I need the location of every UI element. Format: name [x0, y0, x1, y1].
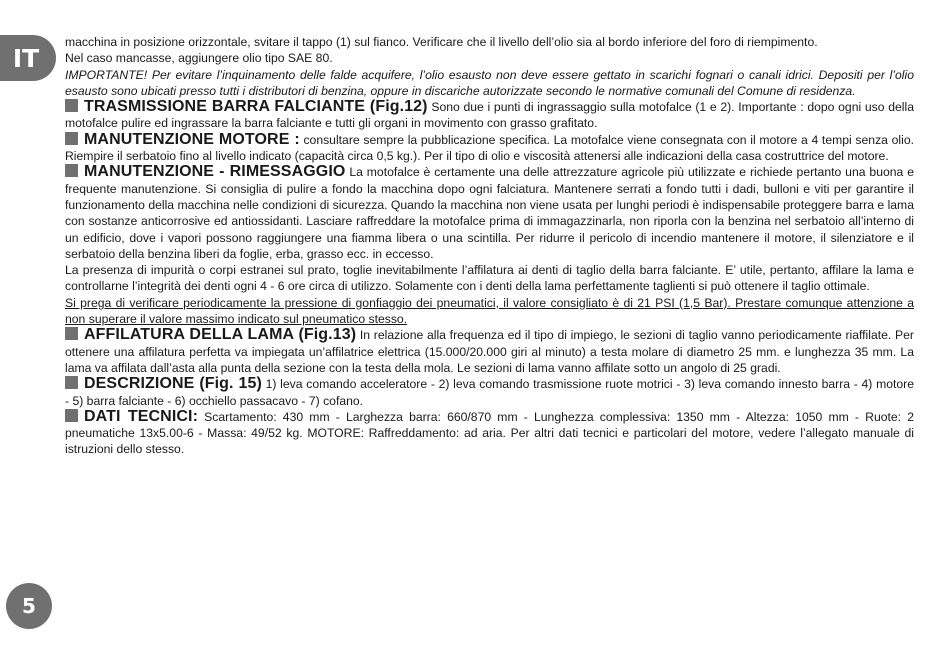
section-text: consultare sempre la pubblicazione specifica. La motofalce viene consegnata con il motore a 4 tempi senza olio. Riempire il serbatoio fino al livello indicato (capacità circa 0,5 kg.). Per il tipo di olio e viscosità attenersi alle indicazioni della casa costruttrice del motore.: [65, 132, 914, 164]
language-tab: IT: [0, 35, 56, 81]
square-bullet-icon: [65, 409, 78, 422]
section-text: Sono due i punti di ingrassaggio sulla motofalce (1 e 2). Importante : dopo ogni uso della motofalce pulire ed ingrassare la barra falciante e tutti gli organi in movimento con grasso grafitato.: [65, 100, 914, 131]
square-bullet-icon: [65, 376, 78, 389]
section-heading: MANUTENZIONE MOTORE :: [84, 130, 300, 148]
section-heading: DESCRIZIONE (Fig. 15): [84, 375, 262, 393]
page-number: 5: [6, 583, 52, 629]
section-rimessaggio: [65, 164, 914, 262]
section-descrizione: [65, 376, 914, 409]
section-text: 1) leva comando acceleratore - 2) leva comando trasmissione ruote motrici - 3) leva comando innesto barra - 4) motore - 5) barra falciante - 6) occhiello passacavo - 7) cofano.: [65, 377, 914, 408]
rimessaggio-paragraph: La presenza di impurità o corpi estranei sul prato, toglie inevitabilmente l’affilatura ai denti di taglio della barra falciante. E’ utile, pertanto, affilare la lama e controllarne l’integrità dei denti ogni 4 - 6 ore circa di utilizzo. Solamente con i denti della lama perfettamente taglienti si può ottenere il taglio ottimale.: [65, 263, 914, 294]
section-affilatura: [65, 327, 914, 376]
section-heading: TRASMISSIONE BARRA FALCIANTE (Fig.12): [84, 98, 428, 116]
section-text: Scartamento: 430 mm - Larghezza barra: 660/870 mm - Lunghezza complessiva: 1350 mm - Altezza: 1050 mm - Ruote: 2 pneumatiche 13x5.00-6 - Massa: 49/52 kg. MOTORE: Raffreddamento: ad aria. Per altri dati tecnici e particolari del motore, vedere l’allegato manuale di istruzioni dello stesso.: [65, 409, 914, 457]
section-dati-tecnici: [65, 409, 914, 458]
section-heading: MANUTENZIONE - RIMESSAGGIO: [84, 163, 346, 181]
intro-paragraph: macchina in posizione orizzontale, svitare il tappo (1) sul fianco. Verificare che il livello dell’olio sia al bordo inferiore del foro di riempimento.: [65, 35, 818, 49]
section-heading: AFFILATURA DELLA LAMA (Fig.13): [84, 326, 357, 344]
intro-paragraph: Nel caso mancasse, aggiungere olio tipo SAE 80.: [65, 51, 333, 66]
square-bullet-icon: [65, 327, 78, 340]
section-trasmissione: [65, 99, 914, 132]
square-bullet-icon: [65, 99, 78, 112]
tyre-pressure-note: Si prega di verificare periodicamente la pressione di gonfiaggio dei pneumatici, il valore consigliato è di 21 PSI (1,5 Bar). Prestare comunque attenzione a non superare il valore massimo indicato sul pneumatico stesso.: [65, 295, 914, 327]
section-heading: DATI TECNICI:: [84, 407, 198, 425]
document-body: [65, 34, 914, 458]
important-note: IMPORTANTE! Per evitare l’inquinamento delle falde acquifere, l’olio esausto non deve essere gettato in scarichi fognari o canali idrici. Depositi per l’olio esausto sono ubicati presso tutti i distributori di benzina, oppure in discariche autorizzate secondo le normative comunali del Comune di residenza.: [65, 67, 914, 98]
square-bullet-icon: [65, 164, 78, 177]
section-text: La motofalce è certamente una delle attrezzature agricole più utilizzate e richiede pertanto una buona e frequente manutenzione. Si consiglia di pulire a fondo la macchina dopo ogni falciatura. Mantenere serrati a fondo tutti i dadi, bulloni e viti per garantire il funzionamento della macchina nelle condizioni di sicurezza. Quando la macchina non viene usata per lunghi periodi è indispensabile proteggere barra e lama con sostanze anticorrosive ed antiossidanti. Lasciare raffreddare la motofalce prima di immagazzinarla, non riporla con la benzina nel serbatoio all’interno di un edificio, dove i vapori possono raggiungere una fiamma libera o una scintilla. Per ridurre il pericolo di incendio mantenere il motore, il silenziatore e il serbatoio della benzina liberi da foglie, erba, grasso ecc. in eccesso.: [65, 165, 914, 261]
square-bullet-icon: [65, 132, 78, 145]
section-manutenzione-motore: [65, 132, 914, 165]
section-text: In relazione alla frequenza ed il tipo di impiego, le sezioni di taglio vanno periodicamente riaffilate. Per ottenere una affilatura perfetta va impiegata un’affilatrice elettrica (15.000/20.000 giri al minuto) a testa molare di diametro 25 mm. e lunghezza 35 mm. La lama va affilata dall’asta alla punta della sezione con la testa della mola. Le sezioni di lama vanno affilate sotto un angolo di 25 gradi.: [65, 328, 914, 375]
